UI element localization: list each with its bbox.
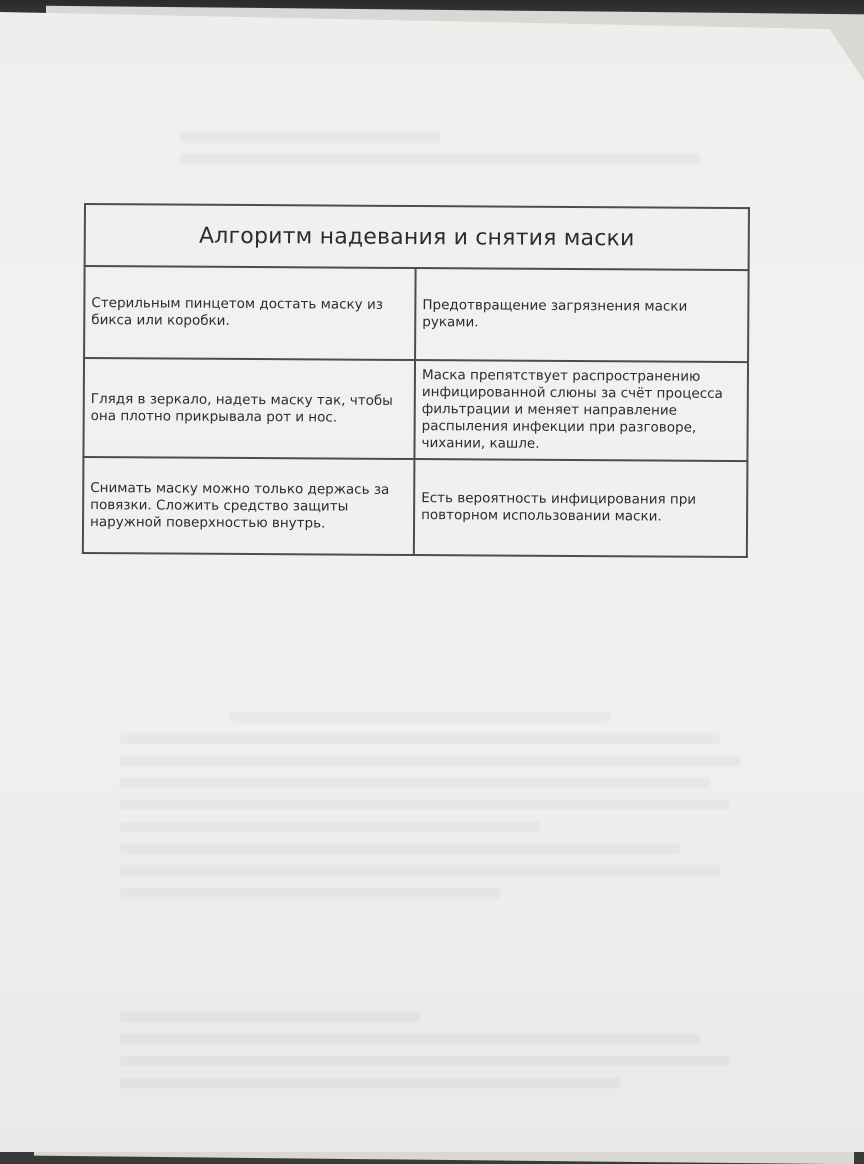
reason-cell: Предотвращение загрязнения маски руками. (415, 268, 749, 362)
reason-cell: Маска препятствует распространению инфицированной слюны за счёт процесса фильтрации и меняет направление распыления инфекции при разговоре, чихании, кашле. (414, 360, 748, 461)
show-through-block-bottom (120, 1012, 760, 1100)
action-cell: Снимать маску можно только держась за повязки. Сложить средство защиты наружной поверхностью внутрь. (83, 457, 415, 555)
show-through-block-middle (120, 712, 760, 910)
paper-sheet (0, 12, 864, 1152)
table-title: Алгоритм надевания и снятия маски (85, 204, 749, 270)
mask-algorithm-table (82, 203, 750, 558)
show-through-block-top (180, 132, 480, 176)
action-cell: Глядя в зеркало, надеть маску так, чтобы она плотно прикрывала рот и нос. (83, 358, 415, 459)
table-row (83, 457, 748, 557)
table-row (84, 266, 749, 362)
table-row (83, 358, 748, 461)
action-cell: Стерильным пинцетом достать маску из бикса или коробки. (84, 266, 416, 360)
reason-cell: Есть вероятность инфицирования при повторном использовании маски. (414, 459, 748, 557)
